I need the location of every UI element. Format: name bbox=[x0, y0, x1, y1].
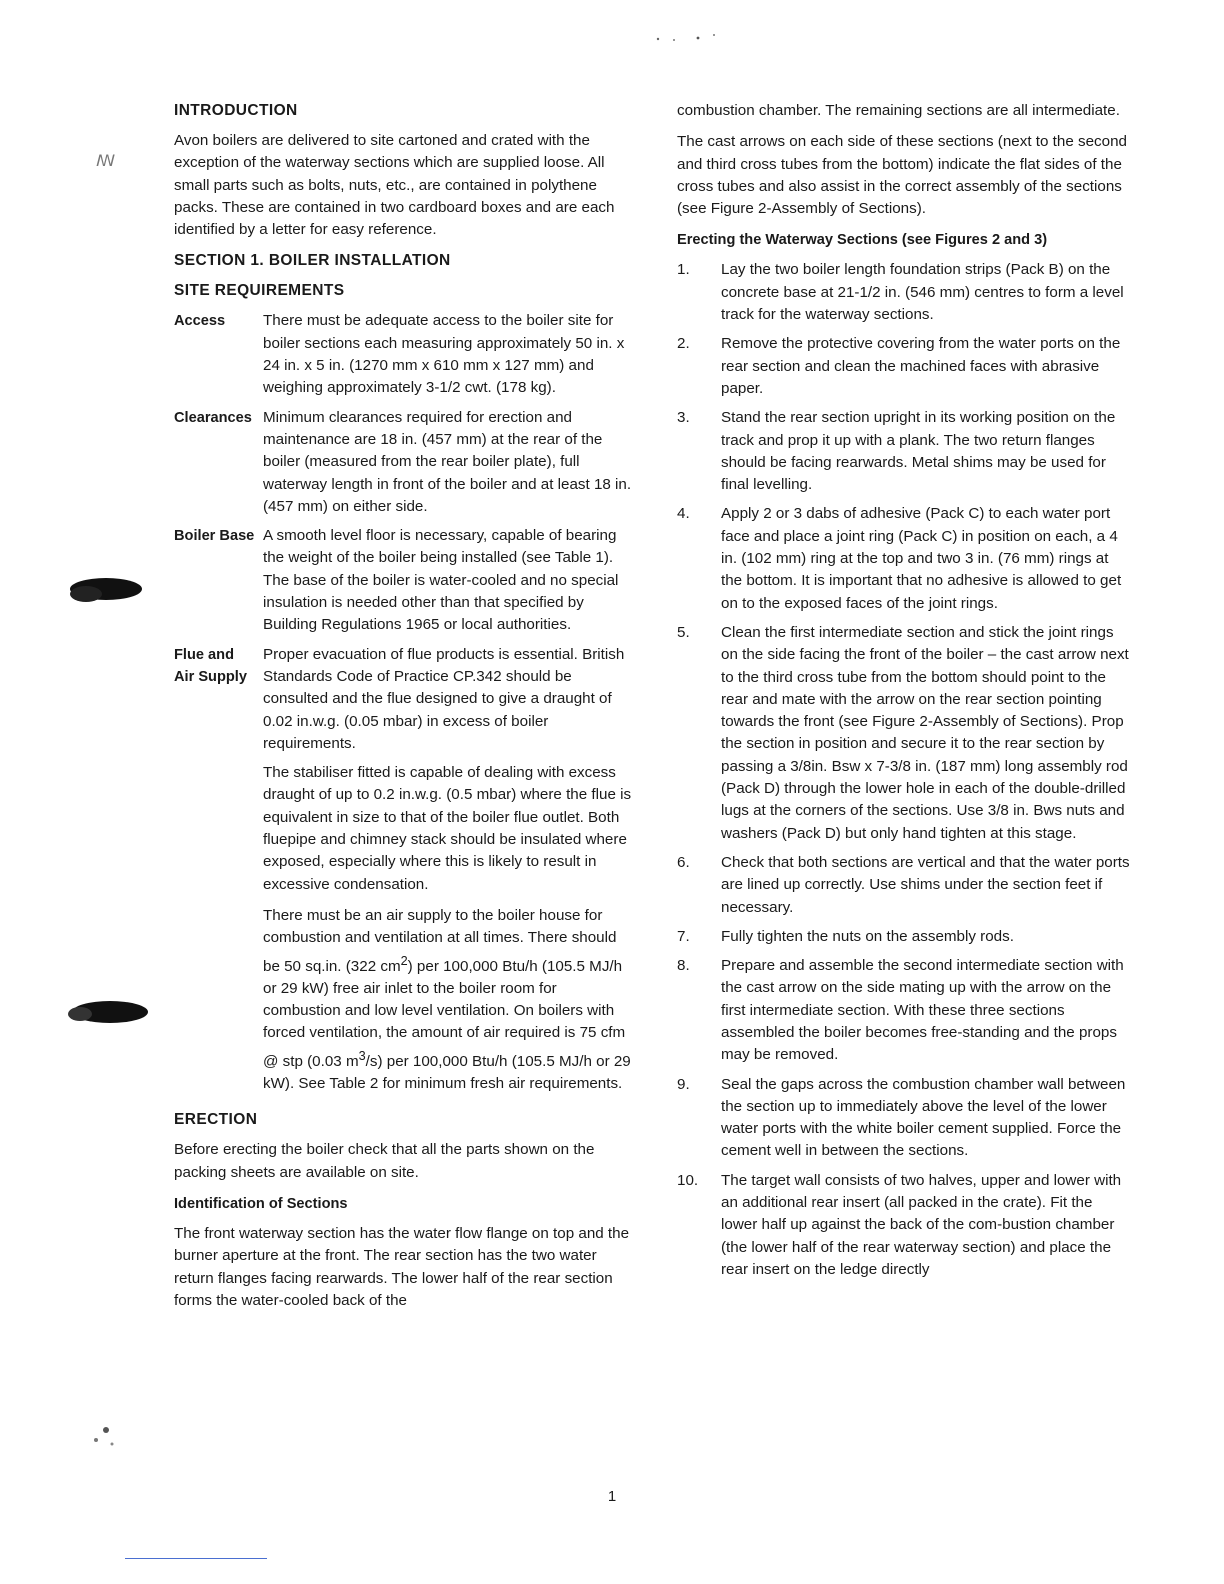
step-number: 10. bbox=[677, 1171, 699, 1189]
erection-heading: ERECTION bbox=[174, 1111, 258, 1129]
flue-term bbox=[174, 644, 263, 755]
step-number: 5. bbox=[677, 623, 690, 641]
identification-text: The front waterway section has the water flow flange on top and the burner aperture at the front. The rear section has the two water return flanges facing rearwards. The lower half of the rear section forms the water-cooled back of the bbox=[174, 1225, 630, 1309]
scan-smudge-lower bbox=[62, 996, 160, 1030]
air-sup-a: 2 bbox=[400, 953, 408, 968]
boiler-base-entry bbox=[174, 525, 634, 636]
left-column bbox=[174, 100, 634, 1321]
flue-entry bbox=[174, 644, 634, 755]
stabiliser-text: The stabiliser fitted is capable of dealing with excess draught of up to 0.2 in.w.g. (0.5 mbar) where the flue is equivalent in size to that of the boiler flue outlet. Both fluepipe and chimney stack should be insulated where exposed, especially where this is likely to result in excessive condensation. bbox=[263, 764, 632, 893]
introduction-heading: INTRODUCTION bbox=[174, 102, 298, 119]
step-text: Fully tighten the nuts on the assembly rods. bbox=[721, 927, 1014, 945]
step-text: Clean the first intermediate section and stick the joint rings on the side facing the front of the boiler – the cast arrow next to the third cross tube from the bottom should point to the rear and mate with the arrow on the rear section pointing towards the front (see Figure 2-Assembly of Sections). Prop the section in position and secure it to the rear section by passing a 3/8in. Bsw x 7-3/8 in. (187 mm) long assembly rod (Pack D) through the lower hole in each of the double-drilled lugs at the corners of the sections. Use 3/8 in. Bws nuts and washers (Pack D) but only hand tighten at this stage. bbox=[721, 623, 1129, 842]
step-number: 1. bbox=[677, 261, 690, 279]
air-text-b: ) per 100,000 Btu/h (105.5 MJ/h or 29 kW) free air inlet to the boiler room for combustion and low level ventilation. On boilers with forced ventilation, the amount of air required is 75 cfm @ stp (0.03 m bbox=[263, 957, 626, 1070]
step-text: The target wall consists of two halves, upper and lower with an additional rear insert (all packed in the crate). Fit the lower half up against the back of the com-bustion chamber (the lower half of the rear waterway section) and place the rear insert on the ledge directly bbox=[721, 1171, 1122, 1278]
step-text: Seal the gaps across the combustion chamber wall between the section up to immediately above the level of the lower water ports with the white boiler cement supplied. Force the cement well in between the sections. bbox=[721, 1075, 1126, 1160]
step-number: 3. bbox=[677, 409, 690, 427]
scan-mark-header bbox=[652, 30, 732, 46]
boiler-base-text: A smooth level floor is necessary, capable of bearing the weight of the boiler being installed (see Table 1). The base of the boiler is water-cooled and no special insulation is needed other than that specified by Building Regulations 1965 or local authorities. bbox=[263, 527, 619, 634]
step-number: 8. bbox=[677, 957, 690, 975]
flue-text: Proper evacuation of flue products is essential. British Standards Code of Practice CP.342 should be consulted and the flue designed to give a draught of 0.02 in.w.g. (0.05 mbar) in excess of boiler requirements. bbox=[263, 645, 625, 752]
air-supply-text bbox=[263, 905, 634, 1096]
cast-arrows-text: The cast arrows on each side of these sections (next to the second and third cross tubes from the bottom) indicate the flat sides of the cross tubes and also assist in the correct assembly of the sections (see Figure 2-Assembly of Sections). bbox=[677, 133, 1127, 218]
right-column bbox=[677, 100, 1132, 1288]
clearances-entry bbox=[174, 407, 634, 518]
identification-heading: Identification of Sections bbox=[174, 1196, 348, 1212]
introduction-text: Avon boilers are delivered to site cartoned and crated with the exception of the waterway sections which are supplied loose. All small parts such as bolts, nuts, etc., are contained in polythene packs. These are contained in two cardboard boxes and are each identified by a letter for easy reference. bbox=[174, 132, 615, 239]
step-item bbox=[677, 259, 1132, 326]
step-number: 9. bbox=[677, 1075, 690, 1093]
step-number: 4. bbox=[677, 505, 690, 523]
page-number: 1 bbox=[607, 1488, 617, 1505]
access-entry bbox=[174, 310, 634, 399]
erection-text: Before erecting the boiler check that all the parts shown on the packing sheets are available on site. bbox=[174, 1141, 595, 1181]
step-item bbox=[677, 503, 1132, 614]
section-heading: SECTION 1. BOILER INSTALLATION bbox=[174, 252, 451, 270]
step-text: Prepare and assemble the second intermediate section with the cast arrow on the side mating up with the arrow on the first intermediate section. With these three sections assembled the boiler becomes free-standing and the props may be removed. bbox=[721, 957, 1124, 1064]
svg-text:ꟿ: ꟿ bbox=[96, 151, 116, 170]
access-term: Access bbox=[174, 313, 226, 330]
scan-mark-top bbox=[94, 148, 124, 174]
step-item bbox=[677, 852, 1132, 919]
clearances-text: Minimum clearances required for erection and maintenance are 18 in. (457 mm) at the rear of the boiler (measured from the rear boiler plate), full waterway length in front of the boiler and at least 18 in. (457 mm) on either side. bbox=[263, 408, 632, 515]
scan-smudge-middle bbox=[64, 572, 150, 606]
access-text: There must be adequate access to the boiler site for boiler sections each measuring approximately 50 in. x 24 in. x 5 in. (1270 mm x 610 mm x 127 mm) and weighing approximately 3-1/2 cwt. (178 kg). bbox=[263, 312, 625, 397]
step-number: 2. bbox=[677, 335, 690, 353]
continuation-text: combustion chamber. The remaining sections are all intermediate. bbox=[677, 102, 1120, 119]
step-item bbox=[677, 955, 1132, 1066]
step-item bbox=[677, 926, 1132, 948]
step-text: Stand the rear section upright in its working position on the track and prop it up with a plank. The two return flanges should be facing rearwards. Metal shims may be used for final levelling. bbox=[721, 409, 1116, 494]
footnote-rule bbox=[125, 1558, 267, 1559]
flue-term-line-2: Air Supply bbox=[174, 668, 247, 685]
step-text: Lay the two boiler length foundation strips (Pack B) on the concrete base at 21-1/2 in. (546 mm) centres to form a level track for the waterway sections. bbox=[721, 261, 1124, 324]
step-text: Check that both sections are vertical and that the water ports are lined up correctly. Use shims under the section feet if necessary. bbox=[721, 853, 1130, 916]
air-text-a: There must be an air supply to the boiler house for combustion and ventilation at all times. There should be 50 sq.in. (322 cm bbox=[263, 906, 617, 975]
step-item bbox=[677, 333, 1132, 400]
boiler-base-term: Boiler Base bbox=[174, 528, 255, 545]
step-number: 6. bbox=[677, 853, 690, 871]
erection-steps bbox=[677, 259, 1132, 1281]
clearances-term: Clearances bbox=[174, 409, 252, 426]
step-text: Apply 2 or 3 dabs of adhesive (Pack C) to each water port face and place a joint ring (Pack C) in position on each, a 4 in. (102 mm) ring at the top and two 3 in. (76 mm) rings at the bottom. It is important that no adhesive is allowed to get on to the exposed faces of the joint rings. bbox=[721, 505, 1122, 612]
site-requirements-heading: SITE REQUIREMENTS bbox=[174, 282, 345, 300]
flue-term-line-1: Flue and bbox=[174, 646, 234, 663]
step-item bbox=[677, 1170, 1132, 1281]
step-item bbox=[677, 622, 1132, 845]
step-number: 7. bbox=[677, 927, 690, 945]
step-item bbox=[677, 407, 1132, 496]
air-text-c: /s) per 100,000 Btu/h (105.5 MJ/h or 29 kW). See Table 2 for minimum fresh air requirements. bbox=[263, 1052, 631, 1093]
step-item bbox=[677, 1074, 1132, 1163]
air-sup-b: 3 bbox=[358, 1048, 366, 1063]
erecting-heading: Erecting the Waterway Sections (see Figures 2 and 3) bbox=[677, 232, 1048, 249]
step-text: Remove the protective covering from the water ports on the rear section and clean the machined faces with abrasive paper. bbox=[721, 335, 1121, 397]
scan-mark-bottom bbox=[86, 1420, 126, 1454]
